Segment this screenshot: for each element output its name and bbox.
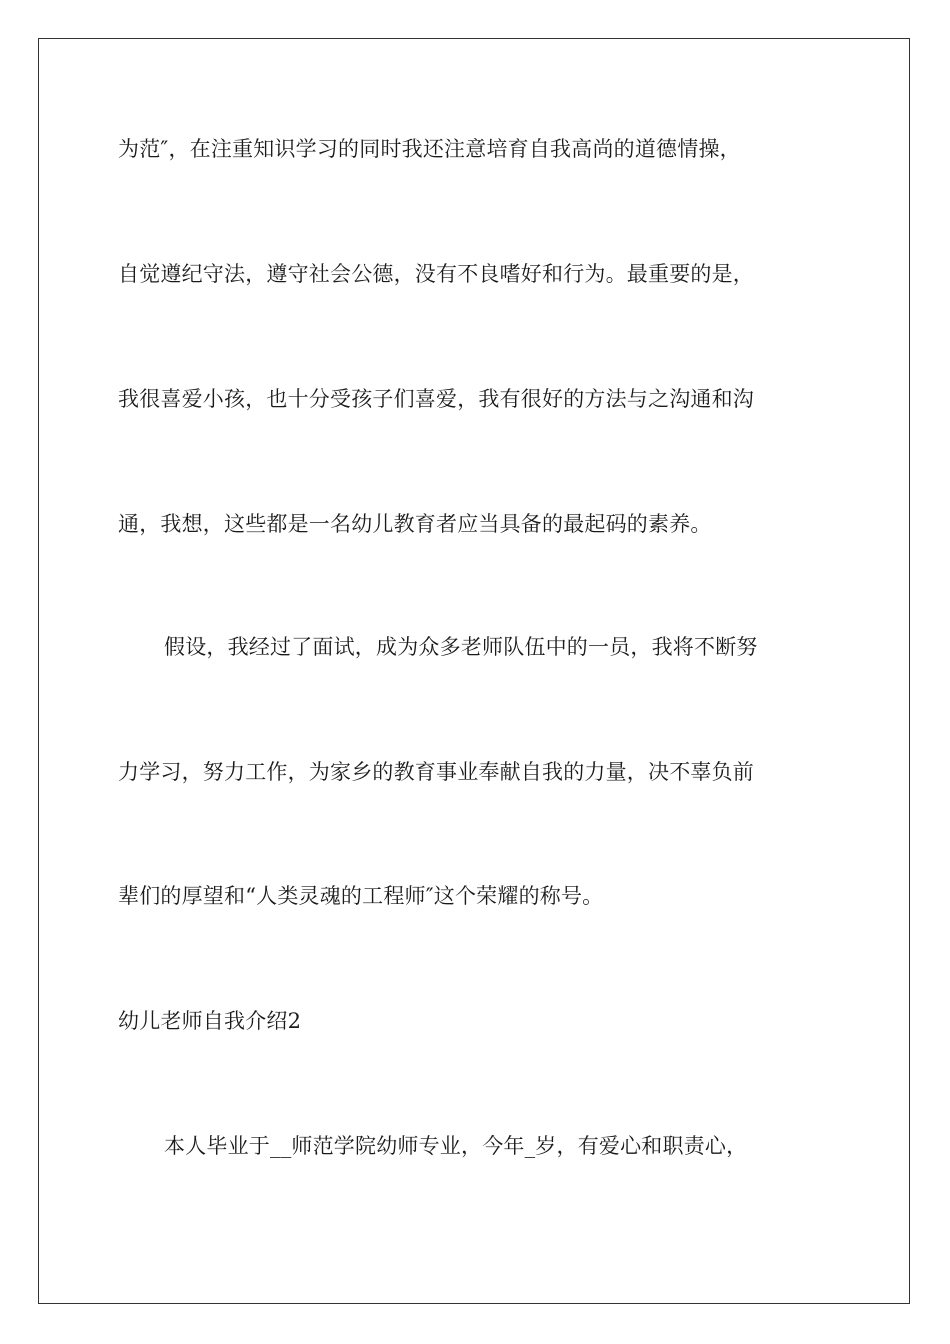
paragraph-line: 自觉遵纪守法，遵守社会公德，没有不良嗜好和行为。最重要的是，	[118, 262, 754, 286]
page-border	[38, 38, 910, 1304]
paragraph-line: 假设，我经过了面试，成为众多老师队伍中的一员，我将不断努	[164, 635, 758, 659]
paragraph-line: 辈们的厚望和“人类灵魂的工程师″这个荣耀的称号。	[118, 884, 604, 908]
paragraph-line: 力学习，努力工作，为家乡的教育事业奉献自我的力量，决不辜负前	[118, 760, 754, 784]
paragraph-line: 通，我想，这些都是一名幼儿教育者应当具备的最起码的素养。	[118, 512, 712, 536]
paragraph-line: 本人毕业于__师范学院幼师专业，今年_岁，有爱心和职责心，	[164, 1134, 748, 1158]
paragraph-line: 我很喜爱小孩，也十分受孩子们喜爱，我有很好的方法与之沟通和沟	[118, 387, 754, 411]
paragraph-line: 为范″，在注重知识学习的同时我还注意培育自我高尚的道德情操，	[118, 137, 741, 161]
section-heading: 幼儿老师自我介绍2	[118, 1009, 302, 1033]
